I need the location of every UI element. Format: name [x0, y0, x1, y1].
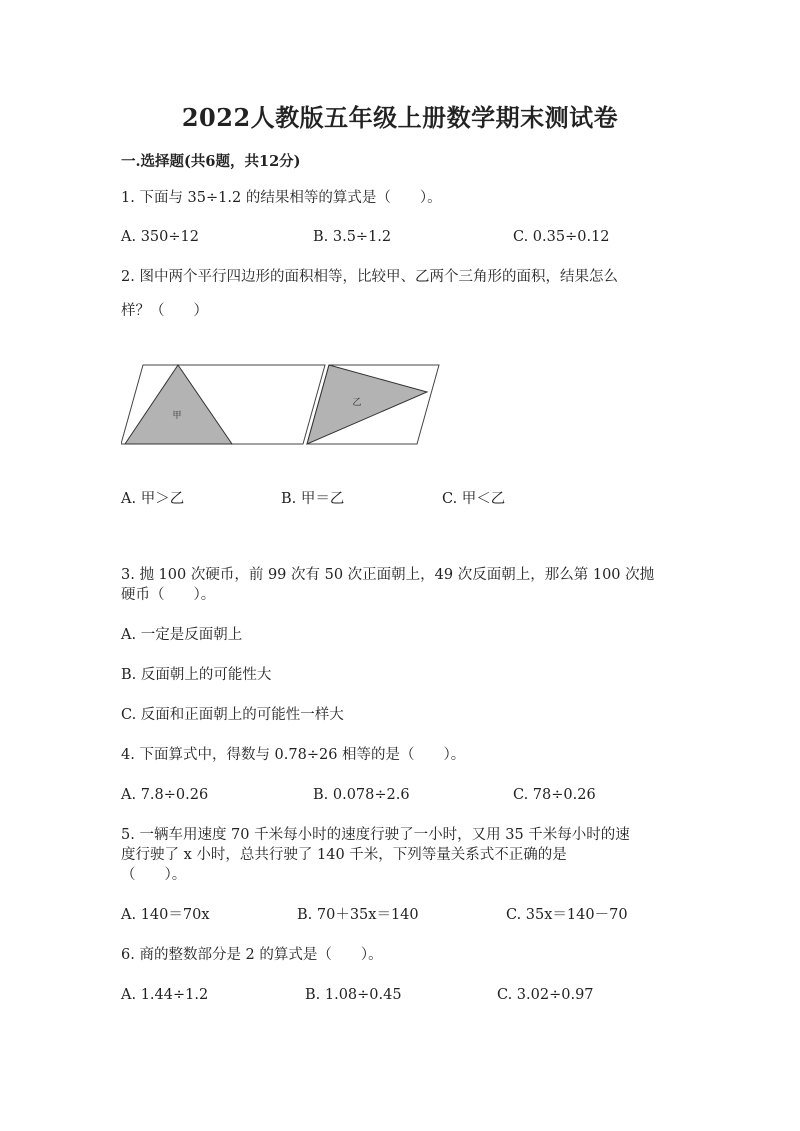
- question-3-stem-line-1: 3. 抛 100 次硬币，前 99 次有 50 次正面朝上，49 次反面朝上，那么第 100 次抛: [121, 567, 655, 583]
- question-3-option-a[interactable]: A. 一定是反面朝上: [121, 627, 243, 643]
- parallelogram-figure: [121, 360, 451, 450]
- question-2-option-c[interactable]: C. 甲＜乙: [442, 491, 506, 507]
- question-5-stem-line-2: 度行驶了 x 小时，总共行驶了 140 千米，下列等量关系式不正确的是: [121, 847, 567, 863]
- page-title: 2022人教版五年级上册数学期末测试卷: [181, 103, 619, 132]
- question-5-stem-line-1: 5. 一辆车用速度 70 千米每小时的速度行驶了一小时，又用 35 千米每小时的速: [121, 827, 630, 843]
- question-6-option-c[interactable]: C. 3.02÷0.97: [497, 987, 594, 1003]
- question-1-option-a[interactable]: A. 350÷12: [121, 229, 199, 245]
- label-jia: 甲: [172, 411, 182, 421]
- question-6-stem: 6. 商的整数部分是 2 的算式是（ ）。: [121, 947, 383, 963]
- question-1-stem: 1. 下面与 35÷1.2 的结果相等的算式是（ ）。: [121, 190, 442, 206]
- question-5-stem-line-3: （ ）。: [121, 867, 187, 883]
- question-1-option-b[interactable]: B. 3.5÷1.2: [313, 229, 392, 245]
- question-3-option-c[interactable]: C. 反面和正面朝上的可能性一样大: [121, 707, 344, 723]
- question-4-stem: 4. 下面算式中，得数与 0.78÷26 相等的是（ ）。: [121, 747, 466, 763]
- question-2-option-b[interactable]: B. 甲＝乙: [281, 491, 345, 507]
- question-3-option-b[interactable]: B. 反面朝上的可能性大: [121, 667, 272, 683]
- question-5-option-c[interactable]: C. 35x＝140－70: [506, 907, 628, 923]
- question-4-option-c[interactable]: C. 78÷0.26: [513, 787, 596, 803]
- question-2-stem-line-1: 2. 图中两个平行四边形的面积相等，比较甲、乙两个三角形的面积，结果怎么: [121, 269, 618, 285]
- question-6-option-a[interactable]: A. 1.44÷1.2: [121, 987, 209, 1003]
- question-4-option-a[interactable]: A. 7.8÷0.26: [121, 787, 209, 803]
- section-title: 一.选择题(共6题，共12分): [121, 153, 301, 170]
- question-3-stem-line-2: 硬币（ ）。: [121, 587, 216, 603]
- question-6-option-b[interactable]: B. 1.08÷0.45: [305, 987, 402, 1003]
- question-1-option-c[interactable]: C. 0.35÷0.12: [513, 229, 610, 245]
- question-5-option-a[interactable]: A. 140＝70x: [121, 907, 210, 923]
- label-yi: 乙: [352, 398, 362, 408]
- question-2-stem-line-2: 样？（ ）: [121, 303, 208, 319]
- question-4-option-b[interactable]: B. 0.078÷2.6: [313, 787, 410, 803]
- question-5-option-b[interactable]: B. 70＋35x＝140: [297, 907, 419, 923]
- question-2-option-a[interactable]: A. 甲＞乙: [121, 491, 185, 507]
